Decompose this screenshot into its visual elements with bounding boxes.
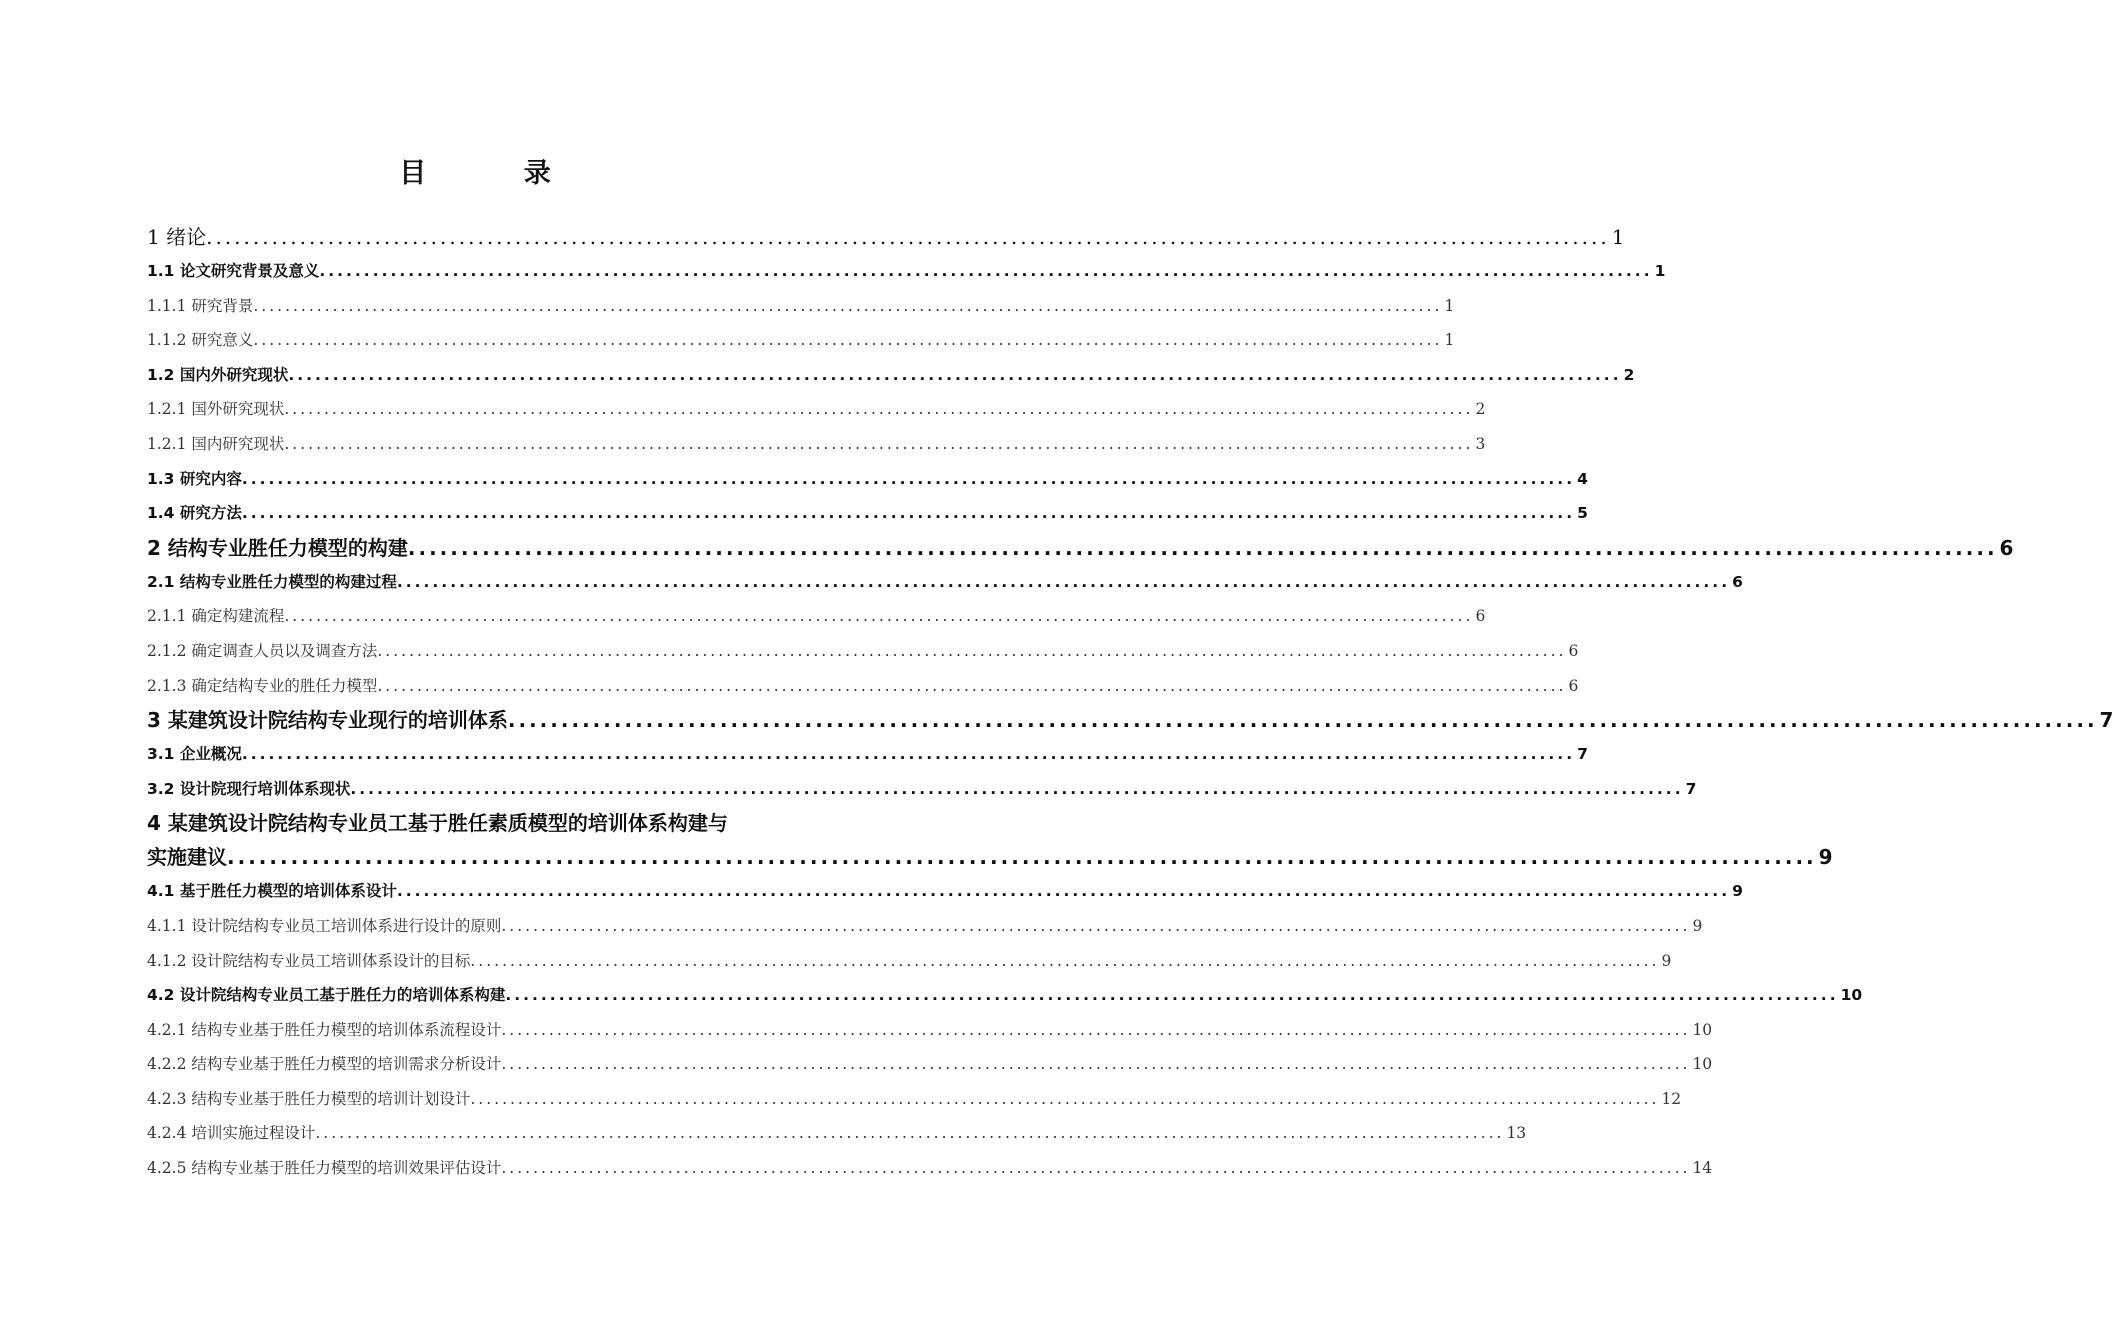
toc-entry-page: 6	[1999, 535, 2014, 560]
toc-entry-page: 1	[1611, 225, 1625, 249]
toc-entry-page: 10	[1840, 986, 1863, 1005]
toc-entry[interactable]	[147, 1047, 1713, 1082]
toc-entry-label: 1.2.1 国内研究现状	[147, 434, 285, 453]
toc-entry-page: 2	[1475, 400, 1486, 419]
dot-leader: ......................................................................................................................................................	[501, 1020, 1691, 1039]
dot-leader: ......................................................................................................................................................	[377, 641, 1567, 660]
toc-entry-page: 6	[1568, 676, 1579, 695]
toc-entry-label: 1.3 研究内容	[147, 469, 242, 488]
toc-entry[interactable]	[147, 772, 1697, 807]
toc-entry-page: 9	[1661, 951, 1672, 970]
toc-entry-label: 1.1.2 研究意义	[147, 331, 254, 350]
toc-entry[interactable]	[147, 1013, 1713, 1048]
toc-entry[interactable]	[147, 531, 2014, 565]
toc-entry-page: 10	[1692, 1055, 1713, 1074]
toc-entry-label: 1.1.1 研究背景	[147, 296, 254, 315]
toc-entry-page: 7	[2099, 708, 2113, 733]
toc-entry-page: 3	[1475, 434, 1486, 453]
toc-entry[interactable]	[147, 496, 1588, 531]
dot-leader: ......................................................................................................................................................	[284, 400, 1474, 419]
dot-leader: ......................................................................................................................................................	[407, 535, 1998, 560]
dot-leader: ......................................................................................................................................................	[241, 745, 1576, 764]
toc-entry-label: 4.2.3 结构专业基于胜任力模型的培训计划设计	[147, 1089, 471, 1108]
toc-entry[interactable]	[147, 323, 1455, 358]
dot-leader: ......................................................................................................................................................	[396, 882, 1731, 901]
dot-leader: ......................................................................................................................................................	[470, 1089, 1660, 1108]
toc-entry-page: 9	[1732, 882, 1743, 901]
toc-entry-label: 4.2.5 结构专业基于胜任力模型的培训效果评估设计	[147, 1159, 502, 1178]
toc-entry-page: 1	[1654, 262, 1666, 280]
dot-leader: ......................................................................................................................................................	[206, 225, 1610, 249]
toc-entry-label: 4.1.2 设计院结构专业员工培训体系设计的目标	[147, 951, 471, 970]
dot-leader: ......................................................................................................................................................	[377, 676, 1567, 695]
toc-entry-label: 3.1 企业概况	[147, 745, 242, 764]
toc-entry[interactable]	[147, 392, 1486, 427]
toc-entry-label: 4.2 设计院结构专业员工基于胜任力的培训体系构建	[147, 986, 506, 1005]
toc-entry[interactable]	[147, 874, 1743, 909]
dot-leader: ......................................................................................................................................................	[319, 262, 1653, 280]
toc-entry-label: 实施建议	[147, 845, 227, 870]
dot-leader: ......................................................................................................................................................	[288, 365, 1622, 384]
toc-entry-page: 5	[1577, 504, 1588, 523]
toc-entry-page: 1	[1444, 331, 1455, 350]
toc-entry-label: 2 结构专业胜任力模型的构建	[147, 535, 408, 560]
toc-entry-label: 2.1.3 确定结构专业的胜任力模型	[147, 676, 378, 695]
toc-entry[interactable]	[147, 1082, 1682, 1117]
dot-leader: ......................................................................................................................................................	[227, 845, 1817, 870]
toc-entry-label: 4.1 基于胜任力模型的培训体系设计	[147, 882, 397, 901]
toc-entry-label: 4.2.2 结构专业基于胜任力模型的培训需求分析设计	[147, 1055, 502, 1074]
toc-entry-page: 6	[1475, 607, 1486, 626]
toc-entry-page: 2	[1623, 365, 1635, 384]
toc-entry-label: 1.2 国内外研究现状	[147, 365, 289, 384]
toc-entry-label: 4.2.1 结构专业基于胜任力模型的培训体系流程设计	[147, 1020, 502, 1039]
toc-entry-page: 9	[1692, 916, 1703, 935]
dot-leader: ......................................................................................................................................................	[253, 296, 1443, 315]
toc-entry[interactable]	[147, 944, 1672, 979]
toc-entry[interactable]	[147, 220, 1625, 254]
dot-leader: ......................................................................................................................................................	[241, 469, 1576, 488]
toc-entry-page: 10	[1692, 1020, 1713, 1039]
dot-leader: ......................................................................................................................................................	[253, 331, 1443, 350]
toc-entry-page: 12	[1661, 1089, 1682, 1108]
toc-entry[interactable]	[147, 840, 1833, 874]
toc-entry-label-line1: 4 某建筑设计院结构专业员工基于胜任素质模型的培训体系构建与	[147, 811, 728, 836]
toc-entry[interactable]	[147, 909, 1703, 944]
toc-entry[interactable]	[147, 565, 1743, 600]
toc-entry[interactable]	[147, 254, 1666, 289]
toc-entry-label: 3 某建筑设计院结构专业现行的培训体系	[147, 708, 508, 733]
toc-entry-page: 14	[1692, 1159, 1713, 1178]
toc-entry[interactable]	[147, 978, 1863, 1013]
toc-entry-label: 1 绪论	[147, 225, 207, 249]
toc-entry-page: 1	[1444, 296, 1455, 315]
toc-entry[interactable]	[147, 358, 1635, 393]
toc-entry-page: 6	[1568, 641, 1579, 660]
toc-entry-page: 7	[1685, 779, 1697, 798]
toc-entry-page: 13	[1506, 1124, 1527, 1143]
toc-entry-label: 2.1.1 确定构建流程	[147, 607, 285, 626]
toc-entry-label: 2.1.2 确定调查人员以及调查方法	[147, 641, 378, 660]
dot-leader: ......................................................................................................................................................	[284, 434, 1474, 453]
toc-entry-label: 3.2 设计院现行培训体系现状	[147, 779, 351, 798]
toc-entry-page: 9	[1818, 845, 1833, 870]
toc-entry-label: 4.1.1 设计院结构专业员工培训体系进行设计的原则	[147, 916, 502, 935]
toc-entry-label: 2.1 结构专业胜任力模型的构建过程	[147, 572, 397, 591]
toc-entry-label: 1.2.1 国外研究现状	[147, 400, 285, 419]
dot-leader: ......................................................................................................................................................	[501, 1159, 1691, 1178]
dot-leader: ......................................................................................................................................................	[315, 1124, 1505, 1143]
toc-entry[interactable]	[147, 737, 1588, 772]
dot-leader: ......................................................................................................................................................	[350, 779, 1684, 798]
toc-entry[interactable]	[147, 1151, 1713, 1186]
toc-entry-page: 4	[1577, 469, 1588, 488]
dot-leader: ......................................................................................................................................................	[501, 1055, 1691, 1074]
toc-entry[interactable]	[147, 1116, 1527, 1151]
toc-entry[interactable]	[147, 703, 2113, 737]
table-of-contents	[147, 220, 2113, 1186]
dot-leader: ......................................................................................................................................................	[241, 504, 1576, 523]
toc-entry-label: 1.4 研究方法	[147, 504, 242, 523]
toc-entry[interactable]	[147, 599, 1486, 634]
toc-entry-label: 1.1 论文研究背景及意义	[147, 262, 320, 280]
toc-entry[interactable]	[147, 669, 1579, 704]
toc-entry-label: 4.2.4 培训实施过程设计	[147, 1124, 316, 1143]
dot-leader: ......................................................................................................................................................	[284, 607, 1474, 626]
toc-entry-page: 7	[1577, 745, 1588, 764]
toc-entry-page: 6	[1732, 572, 1743, 591]
toc-entry[interactable]	[147, 462, 1588, 497]
dot-leader: ......................................................................................................................................................	[505, 986, 1839, 1005]
dot-leader: ......................................................................................................................................................	[501, 916, 1691, 935]
toc-entry[interactable]	[147, 427, 1486, 462]
toc-entry[interactable]	[147, 289, 1455, 324]
dot-leader: ......................................................................................................................................................	[507, 708, 2098, 733]
dot-leader: ......................................................................................................................................................	[470, 951, 1660, 970]
toc-title: 目 录	[399, 158, 595, 189]
dot-leader: ......................................................................................................................................................	[396, 572, 1731, 591]
toc-entry[interactable]	[147, 634, 1579, 669]
